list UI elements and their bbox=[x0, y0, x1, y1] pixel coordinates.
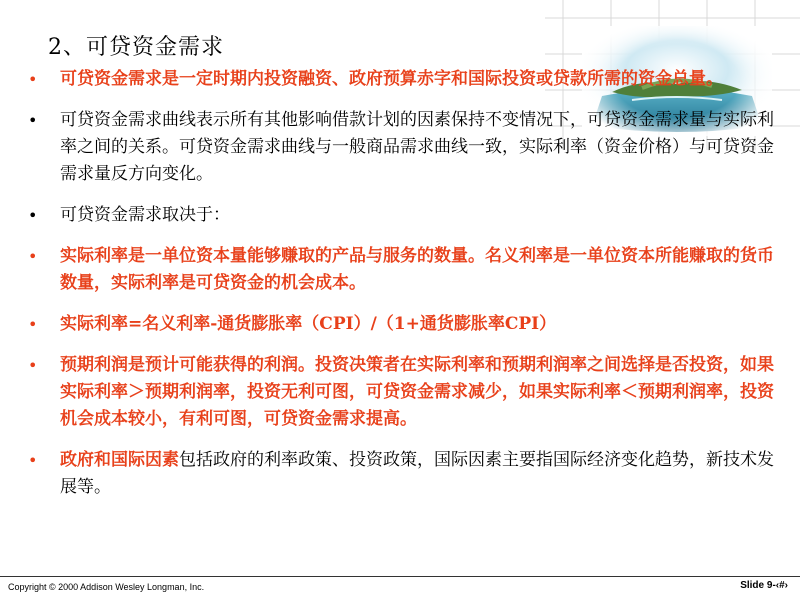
bullet-icon: • bbox=[28, 70, 38, 89]
list-item-text: 预期利润是预计可能获得的利润。投资决策者在实际利率和预期利润率之间选择是否投资，如果实际利率＞预期利润率，投资无利可图，可贷资金需求减少，如果实际利率＜预期利润率，投资机会成本较小，有利可图，可贷资金需求提高。 bbox=[60, 355, 774, 429]
bullet-icon: • bbox=[28, 111, 38, 130]
footer-divider bbox=[0, 576, 800, 577]
list-item bbox=[22, 66, 782, 93]
bullet-list bbox=[22, 66, 782, 501]
copyright-text: Copyright © 2000 Addison Wesley Longman, Inc. bbox=[8, 582, 205, 592]
list-item-text: 实际利率=名义利率-通货膨胀率（CPI）/（1+通货膨胀率CPI） bbox=[60, 314, 557, 334]
list-item bbox=[22, 447, 782, 501]
list-item-text: 可贷资金需求曲线表示所有其他影响借款计划的因素保持不变情况下，可贷资金需求量与实际利率之间的关系。可贷资金需求曲线与一般商品需求曲线一致，实际利率（资金价格）与可贷资金需求量反方向变化。 bbox=[60, 110, 774, 184]
slide-title: 2、可贷资金需求 bbox=[48, 35, 224, 60]
list-item bbox=[22, 352, 782, 433]
list-item bbox=[22, 311, 782, 338]
bullet-icon: • bbox=[28, 356, 38, 375]
slide-number: Slide 9-‹#› bbox=[740, 580, 788, 591]
list-item-text: 可贷资金需求取决于： bbox=[60, 205, 230, 225]
bullet-icon: • bbox=[28, 315, 38, 334]
bullet-icon: • bbox=[28, 451, 38, 470]
list-item-text: 可贷资金需求是一定时期内投资融资、政府预算赤字和国际投资或贷款所需的资金总量。 bbox=[60, 69, 723, 89]
bullet-icon: • bbox=[28, 206, 38, 225]
list-item bbox=[22, 107, 782, 188]
list-item-text: 包括政府的利率政策、投资政策，国际因素主要指国际经济变化趋势，新技术发展等。 bbox=[60, 450, 774, 497]
list-item-text: 政府和国际因素 bbox=[60, 450, 179, 470]
list-item bbox=[22, 202, 782, 229]
list-item-text: 实际利率是一单位资本量能够赚取的产品与服务的数量。名义利率是一单位资本所能赚取的货币数量，实际利率是可贷资金的机会成本。 bbox=[60, 246, 774, 293]
list-item bbox=[22, 243, 782, 297]
bullet-icon: • bbox=[28, 247, 38, 266]
